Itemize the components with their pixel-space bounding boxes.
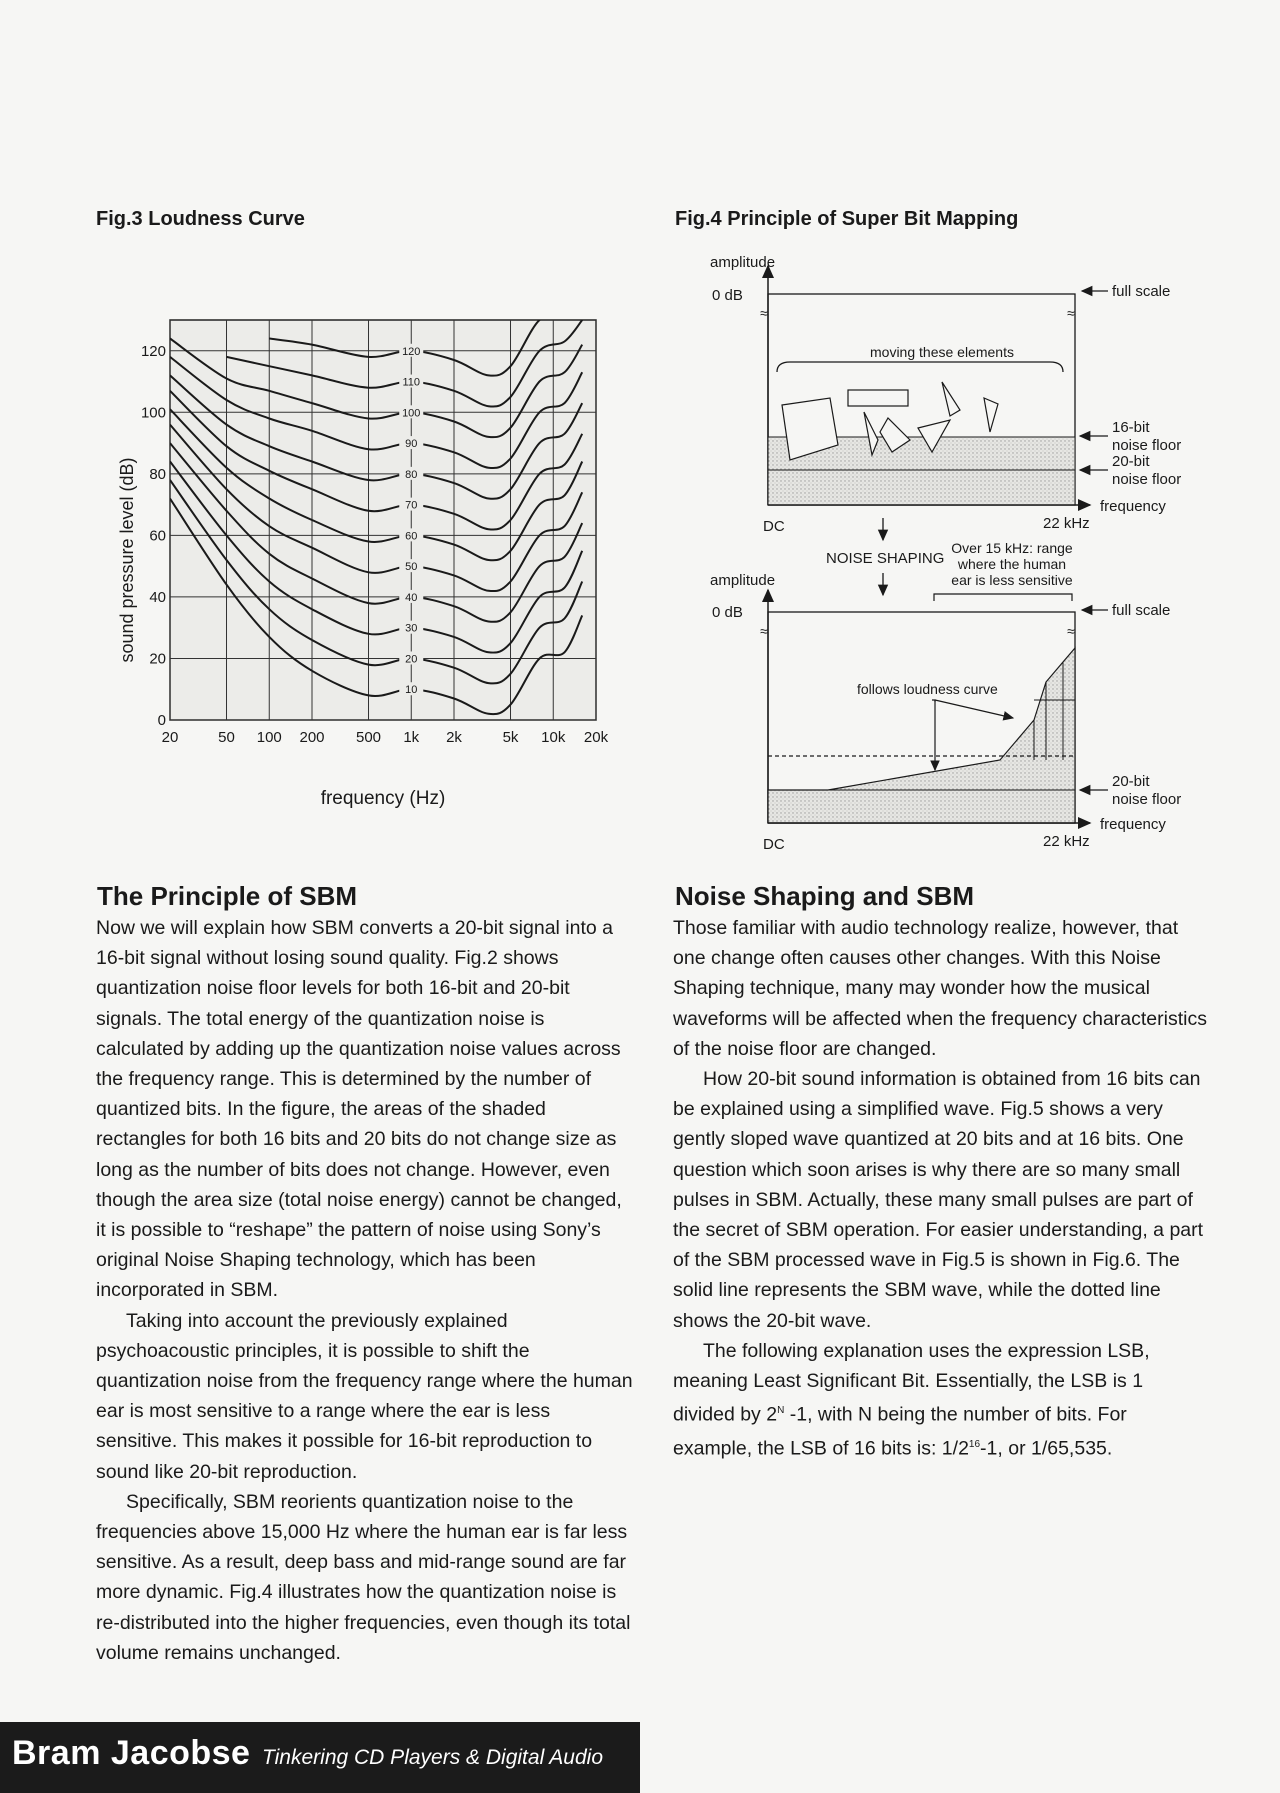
over-15khz-label-2: where the human (957, 556, 1067, 572)
x-tick-labels (162, 729, 609, 746)
bottom-full-scale-label: full scale (1112, 602, 1171, 619)
curve-label: 30 (405, 622, 418, 635)
footer-banner (0, 1722, 640, 1793)
curve-label: 10 (405, 684, 418, 697)
principle-paragraph-2: Taking into account the previously explained psychoacoustic principles, it is possible to shift the quantization noise from the frequency range where the human ear is most sensitive to a range where the ear is less sensitive. This makes it possible for 16-bit reproduction to sound like 20-bit reproduction. (96, 1309, 633, 1483)
top-full-scale-label: full scale (1112, 283, 1171, 300)
x-tick-label: 20k (583, 729, 609, 746)
x-tick-label: 200 (299, 729, 325, 746)
footer-author: Bram Jacobse (12, 1734, 251, 1772)
top-20bit-label-2: noise floor (1112, 471, 1182, 488)
loudness-curve-chart (100, 300, 630, 820)
over-15khz-label-1: Over 15 kHz: range (951, 540, 1073, 556)
bottom-20bit-label: 20-bit (1112, 773, 1150, 790)
x-tick-label: 20 (161, 729, 179, 746)
y-tick-label: 20 (149, 650, 166, 668)
bottom-20bit-label-2: noise floor (1112, 791, 1182, 808)
principle-paragraph-3: Specifically, SBM reorients quantization noise to the frequencies above 15,000 Hz where the human ear is far less sensitive. As a result, deep bass and mid-range sound are far more dynamic. Fig.4 illustrates how the quantization noise is re-distributed into the higher frequencies, even though its total volume remains unchanged. (96, 1490, 631, 1664)
over-15khz-label-3: ear is less sensitive (951, 572, 1073, 588)
sbm-principle-diagram (640, 240, 1200, 860)
bottom-zero-db-label: 0 dB (712, 604, 743, 621)
x-tick-label: 50 (218, 729, 235, 746)
fig3-title: Fig.3 Loudness Curve (96, 208, 305, 230)
moving-element (942, 382, 960, 416)
bottom-dc-label: DC (763, 836, 785, 853)
top-zero-db-label: 0 dB (712, 287, 743, 304)
x-tick-label: 2k (446, 729, 462, 746)
top-20bit-noise-region (768, 470, 1075, 505)
y-tick-labels (141, 343, 166, 729)
curve-label: 40 (405, 591, 418, 604)
top-dc-label: DC (763, 518, 785, 535)
top-20bit-label: 20-bit (1112, 453, 1150, 470)
y-tick-label: 80 (149, 465, 166, 483)
y-tick-label: 120 (140, 342, 166, 360)
follows-loudness-label: follows loudness curve (857, 681, 998, 697)
principle-heading: The Principle of SBM (97, 881, 358, 911)
x-tick-label: 1k (403, 729, 420, 746)
top-16bit-label-2: noise floor (1112, 437, 1182, 454)
y-axis-label: sound pressure level (dB) (117, 457, 137, 663)
noise-shaping-paragraph-3: The following explanation uses the expression LSB, meaning Least Significant Bit. Essentially, the LSB is 1 divided by $2^N$ -1, with N being the number of bits. For example, the LSB of 16 bits is: $1/2^{16}-1$, or 1/65,535. (673, 1339, 1150, 1460)
x-tick-label: 5k (502, 729, 519, 746)
curve-label: 20 (405, 653, 418, 666)
noise-shaping-label: NOISE SHAPING (826, 550, 945, 567)
break-mark-icon: ≈ (760, 305, 768, 321)
fig4-title: Fig.4 Principle of Super Bit Mapping (675, 208, 1019, 230)
y-tick-label: 60 (149, 527, 166, 545)
moving-elements-label: moving these elements (870, 344, 1014, 360)
curve-label: 90 (405, 438, 418, 451)
principle-paragraph-1: Now we will explain how SBM converts a 20-bit signal into a 16-bit signal without losing sound quality. Fig.2 shows quantization noise floor levels for both 16-bit and 20-bit signals. The total energy of the quantization noise is calculated by adding up the quantization noise values across the frequency range. This is determined by the number of quantized bits. In the figure, the areas of the shaded rectangles for both 16 bits and 20 bits do not change size as long as the number of bits does not change. However, even though the area size (total noise energy) cannot be changed, it is possible to “reshape” the pattern of noise using Sony’s original Noise Shaping technology, which has been incorporated in SBM. (96, 917, 622, 1302)
bottom-amplitude-label: amplitude (710, 572, 776, 589)
x-tick-label: 500 (355, 729, 382, 746)
y-tick-label: 0 (157, 712, 166, 729)
noise-shaping-heading: Noise Shaping and SBM (675, 881, 975, 911)
break-mark-icon: ≈ (1067, 305, 1075, 321)
noise-shaping-paragraph-1: Those familiar with audio technology realize, however, that one change often causes other changes. With this Noise Shaping technique, many may wonder how the musical waveforms will be affected when the frequency characteristics of the noise floor are changed. (673, 917, 1207, 1060)
noise-shaping-paragraph-2: How 20-bit sound information is obtained from 16 bits can be explained using a simplified wave. Fig.5 shows a very gently sloped wave quantized at 20 bits and at 16 bits. One question which soon arises is why there are so many small pulses in SBM. Actually, these many small pulses are part of the secret of SBM operation. For easier understanding, a part of the SBM processed wave in Fig.5 is shown in Fig.6. The solid line represents the SBM wave, while the dotted line shows the 20-bit wave. (673, 1068, 1204, 1332)
y-tick-label: 100 (140, 404, 166, 422)
x-axis-label: frequency (Hz) (320, 788, 446, 809)
top-16bit-label: 16-bit (1112, 419, 1150, 436)
curve-label: 100 (402, 407, 421, 420)
break-mark-icon: ≈ (1067, 623, 1075, 639)
top-frequency-label: frequency (1100, 498, 1166, 515)
curve-label: 120 (402, 345, 421, 358)
moving-element (984, 398, 998, 432)
noise-shaping-body (673, 913, 1208, 1464)
moving-element (848, 390, 908, 406)
principle-body (96, 913, 636, 1668)
break-mark-icon: ≈ (760, 623, 768, 639)
top-amplitude-label: amplitude (710, 254, 776, 271)
top-22khz-label: 22 kHz (1043, 515, 1090, 532)
x-tick-label: 100 (256, 729, 282, 746)
curve-label: 50 (405, 561, 418, 574)
footer-subtitle: Tinkering CD Players & Digital Audio (262, 1746, 604, 1769)
curve-label: 80 (405, 468, 418, 481)
curve-label: 60 (405, 530, 418, 543)
bottom-22khz-label: 22 kHz (1043, 833, 1090, 850)
curve-label: 70 (405, 499, 418, 512)
x-tick-label: 10k (541, 729, 566, 746)
shaped-noise-region (768, 648, 1075, 823)
y-tick-label: 40 (149, 588, 166, 606)
bottom-frequency-label: frequency (1100, 816, 1166, 833)
curve-label: 110 (402, 376, 421, 389)
